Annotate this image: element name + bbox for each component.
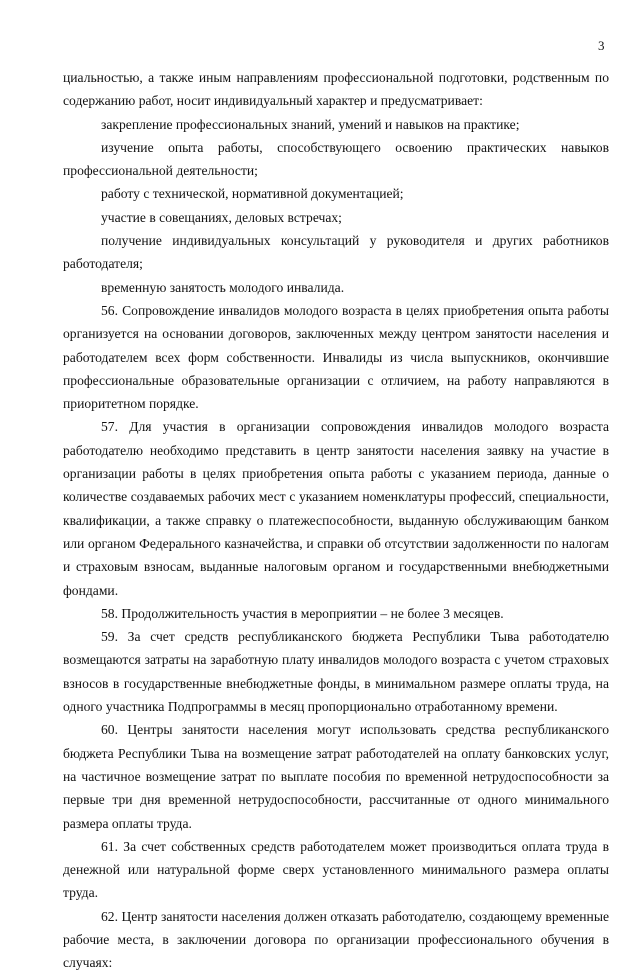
clause-58: 58. Продолжительность участия в мероприятии – не более 3 месяцев. — [101, 605, 504, 621]
document-body — [63, 66, 609, 975]
list-item-experience: изучение опыта работы, способствующего освоению практических навыков профессиональной деятельности; — [63, 139, 609, 179]
list-item-meetings: участие в совещаниях, деловых встречах; — [101, 209, 342, 225]
clause-61: 61. За счет собственных средств работодателем может производиться оплата труда в денежной или натуральной форме сверх установленного минимального размера оплаты труда. — [63, 838, 609, 901]
clause-62: 62. Центр занятости населения должен отказать работодателю, создающему временные рабочие места, в заключении договора по организации профессионального обучения в случаях: — [63, 908, 609, 971]
list-item-documentation: работу с технической, нормативной документацией; — [101, 186, 404, 202]
clause-57: 57. Для участия в организации сопровождения инвалидов молодого возраста работодателю необходимо представить в центр занятости населения заявку на участие в организации работы в целях приобретения опыта работы с указанием периода, данные о количестве создаваемых рабочих мест с указанием номенклатуры профессий, специальности, квалификации, а также справку о платежеспособности, выданную обслуживающим банком или органом Федерального казначейства, и справки об отсутствии задолженности по налогам и страховым взносам, выданные налоговым органом и государственными внебюджетными фондами. — [63, 419, 609, 598]
list-item-employment: временную занятость молодого инвалида. — [101, 279, 345, 295]
list-item-skills: закрепление профессиональных знаний, умений и навыков на практике; — [101, 116, 520, 132]
clause-60: 60. Центры занятости населения могут использовать средства республиканского бюджета Республики Тыва на возмещение затрат работодателей на оплату банковских услуг, на частичное возмещение затрат по выплате пособия по временной нетрудоспособности за первые три дня временной нетрудоспособности, рассчитанные от одного минимального размера оплаты труда. — [63, 722, 609, 831]
clause-59: 59. За счет средств республиканского бюджета Республики Тыва работодателю возмещаются затраты на заработную плату инвалидов молодого возраста с учетом страховых взносов в государственные внебюджетные фонды, в минимальном размере оплаты труда, на одного участника Подпрограммы в месяц пропорционально отработанному времени. — [63, 629, 609, 715]
list-item-consultations: получение индивидуальных консультаций у руководителя и других работников работодателя; — [63, 233, 609, 272]
clause-56: 56. Сопровождение инвалидов молодого возраста в целях приобретения опыта работы организуется на основании договоров, заключенных между центром занятости населения и работодателем всех форм собственности. Инвалиды из числа выпускников, окончившие профессиональные образовательные организации с отличием, на работу направляются в приоритетном порядке. — [63, 302, 609, 412]
paragraph-continuation: циальностью, а также иным направлениям профессиональной подготовки, родственным по содержанию работ, носит индивидуальный характер и предусматривает: — [63, 70, 609, 109]
page-number: 3 — [598, 38, 605, 53]
